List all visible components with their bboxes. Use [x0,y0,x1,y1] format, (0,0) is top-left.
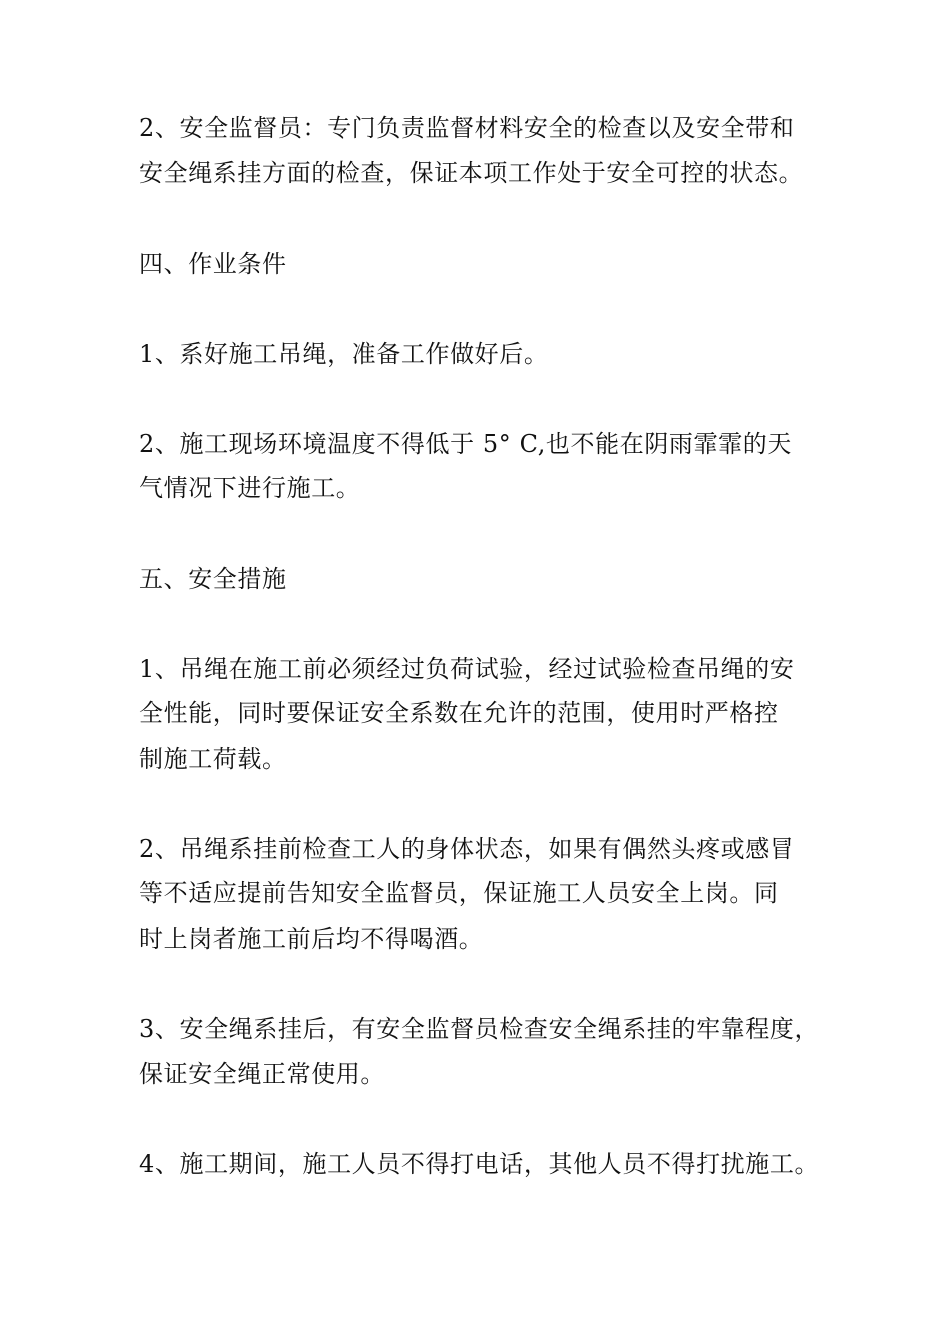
paragraph-line: 1、系好施工吊绳，准备工作做好后。 [139,340,549,368]
paragraph-line: 安全绳系挂方面的检查，保证本项工作处于安全可控的状态。 [139,159,804,187]
section-heading: 四、作业条件 [139,250,287,278]
paragraph-line: 气情况下进行施工。 [139,474,361,502]
section-heading: 五、安全措施 [139,565,287,593]
paragraph-line: 2、吊绳系挂前检查工人的身体状态，如果有偶然头疼或感冒 [139,835,795,863]
paragraph-line: 制施工荷载。 [139,745,287,773]
paragraph-line: 2、安全监督员：专门负责监督材料安全的检查以及安全带和 [139,114,795,142]
paragraph-line: 2、施工现场环境温度不得低于 5° C,也不能在阴雨霏霏的天 [139,430,792,458]
paragraph-line: 1、吊绳在施工前必须经过负荷试验，经过试验检查吊绳的安 [139,655,795,683]
paragraph-line: 等不适应提前告知安全监督员，保证施工人员安全上岗。同 [139,879,779,907]
paragraph-line: 全性能，同时要保证安全系数在允许的范围，使用时严格控 [139,699,779,727]
paragraph-line: 时上岗者施工前后均不得喝酒。 [139,925,484,953]
paragraph-line: 保证安全绳正常使用。 [139,1060,385,1088]
paragraph-line: 4、施工期间，施工人员不得打电话，其他人员不得打扰施工。 [139,1150,820,1178]
paragraph-line: 3、安全绳系挂后，有安全监督员检查安全绳系挂的牢靠程度， [139,1015,820,1043]
